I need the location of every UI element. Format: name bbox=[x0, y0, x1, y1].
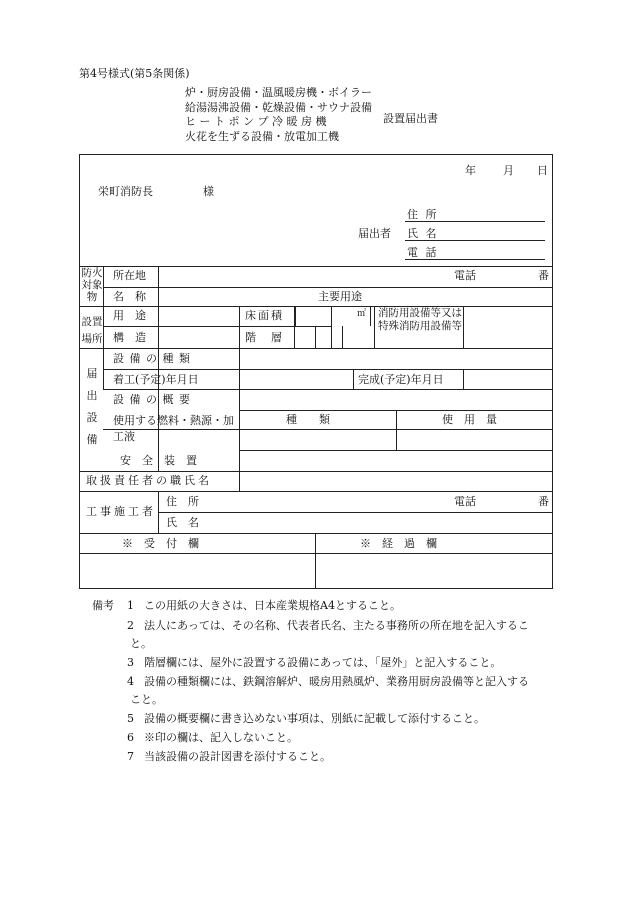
form-number: 第4号様式(第5条関係) bbox=[79, 67, 190, 80]
main-use-label: 主要用途 bbox=[318, 290, 362, 303]
note-text: と。 bbox=[130, 637, 152, 650]
title-line: ヒ ー ト ポ ン プ 冷 暖 房 機 bbox=[185, 115, 327, 128]
notifier-phone-label: 電 話 bbox=[407, 246, 439, 259]
divider bbox=[315, 326, 316, 348]
divider bbox=[374, 306, 375, 348]
note-number: 1 bbox=[127, 599, 134, 612]
fuel-amount-header: 使 用 量 bbox=[442, 413, 497, 426]
form-title bbox=[185, 86, 372, 144]
note-text: 設備の概要欄に書き込めない事項は、別紙に記載して添付すること。 bbox=[144, 712, 485, 725]
contractor-phone-suffix: 番 bbox=[538, 495, 549, 508]
handler-label: 取扱責任者の職氏名 bbox=[86, 474, 212, 487]
notes-heading: 備考 bbox=[92, 599, 114, 612]
receipt-field[interactable] bbox=[81, 554, 314, 589]
divider bbox=[80, 306, 552, 307]
location-phone-suffix: 番 bbox=[538, 269, 549, 282]
divider bbox=[370, 306, 371, 326]
notifier-name-field[interactable] bbox=[405, 240, 545, 241]
fuel-label: 使用する燃料・熱源・加工液 bbox=[113, 414, 234, 443]
divider bbox=[331, 306, 332, 348]
divider bbox=[239, 450, 552, 451]
note-text: 法人にあっては、その名称、代表者氏名、主たる事務所の所在地を記入するこ bbox=[144, 619, 529, 632]
notifier-name-label: 氏 名 bbox=[407, 227, 439, 240]
divider bbox=[463, 306, 464, 348]
divider bbox=[463, 369, 464, 390]
equipment-group-label: 届出設備 bbox=[86, 367, 98, 446]
date-year-label[interactable]: 年 bbox=[465, 164, 476, 177]
divider bbox=[80, 348, 552, 349]
date-day-label[interactable]: 日 bbox=[537, 164, 548, 177]
divider bbox=[80, 491, 552, 492]
note-text: 当該設備の設計図書を添付すること。 bbox=[144, 750, 331, 763]
title-suffix: 設置届出書 bbox=[383, 112, 438, 125]
divider bbox=[239, 306, 240, 348]
divider bbox=[80, 266, 552, 267]
location-phone-label: 電話 bbox=[454, 269, 476, 282]
divider bbox=[342, 326, 343, 348]
overview-label: 設 備 の 概 要 bbox=[113, 393, 191, 406]
note-text: 設備の種類欄には、鉄鋼溶解炉、暖房用熱風炉、業務用厨房設備等と記入する bbox=[144, 675, 529, 688]
notifier-phone-field[interactable] bbox=[405, 259, 545, 260]
use-label: 用 途 bbox=[113, 309, 146, 322]
receipt-column-label: ※ 受 付 欄 bbox=[122, 537, 199, 550]
divider bbox=[80, 533, 552, 534]
fire-equipment-label: 消防用設備等又は特殊消防用設備等 bbox=[378, 307, 462, 332]
date-month-label[interactable]: 月 bbox=[503, 164, 514, 177]
note-text: ※印の欄は、記入しないこと。 bbox=[144, 731, 298, 744]
addressee-name: 栄町消防長 bbox=[98, 185, 153, 198]
divider bbox=[396, 410, 397, 450]
divider bbox=[294, 306, 295, 348]
note-number: 6 bbox=[127, 731, 134, 744]
divider bbox=[103, 389, 552, 390]
divider bbox=[80, 471, 552, 472]
progress-field[interactable] bbox=[316, 554, 551, 589]
floor-label: 階 層 bbox=[245, 331, 284, 344]
safety-device-label: 安 全 装 置 bbox=[120, 454, 197, 467]
note-number: 3 bbox=[127, 656, 134, 669]
structure-label: 構 造 bbox=[113, 331, 146, 344]
completion-date-label: 完成(予定)年月日 bbox=[358, 373, 444, 386]
notification-form bbox=[79, 154, 553, 589]
divider bbox=[295, 306, 296, 326]
divider bbox=[103, 266, 104, 390]
divider bbox=[103, 287, 552, 288]
divider bbox=[353, 369, 354, 390]
contractor-name-label: 氏 名 bbox=[166, 516, 199, 529]
note-number: 7 bbox=[127, 750, 134, 763]
floor-area-unit: ㎡ bbox=[357, 309, 367, 319]
note-text: 階層欄には、屋外に設置する設備にあっては、「屋外」と記入すること。 bbox=[144, 656, 502, 669]
floor-area-label: 床面積 bbox=[245, 309, 284, 322]
title-line: 炉・厨房設備・温風暖房機・ボイラー bbox=[185, 86, 372, 99]
title-line: 火花を生ずる設備・放電加工機 bbox=[185, 129, 339, 143]
contractor-label: 工事施工者 bbox=[86, 505, 156, 518]
divider bbox=[158, 512, 552, 513]
start-date-label: 着工(予定)年月日 bbox=[113, 373, 199, 386]
divider bbox=[103, 326, 331, 327]
notifier-label: 届出者 bbox=[358, 227, 391, 240]
contractor-phone-label: 電話 bbox=[454, 495, 476, 508]
site-group-label: 設置場所 bbox=[81, 316, 103, 345]
note-text: この用紙の大きさは、日本産業規格A4とすること。 bbox=[144, 599, 401, 612]
progress-column-label: ※ 経 過 欄 bbox=[360, 537, 437, 550]
note-number: 5 bbox=[127, 712, 134, 725]
divider bbox=[239, 348, 240, 491]
name-label: 名 称 bbox=[113, 290, 146, 303]
notifier-address-label: 住 所 bbox=[407, 208, 439, 221]
fuel-kind-header: 種 類 bbox=[286, 413, 330, 426]
divider bbox=[158, 491, 159, 533]
target-group-label: 防火対象物 bbox=[81, 267, 103, 303]
notifier-address-field[interactable] bbox=[405, 221, 545, 222]
location-label: 所在地 bbox=[113, 269, 146, 282]
title-line: 給湯湯沸設備・乾燥設備・サウナ設備 bbox=[185, 100, 372, 114]
equipment-type-label: 設 備 の 種 類 bbox=[113, 352, 191, 365]
contractor-address-label: 住 所 bbox=[166, 495, 199, 508]
note-number: 4 bbox=[127, 675, 134, 688]
note-number: 2 bbox=[127, 619, 134, 632]
addressee-honorific: 様 bbox=[203, 185, 214, 198]
note-text: こと。 bbox=[130, 693, 163, 706]
divider bbox=[103, 369, 552, 370]
